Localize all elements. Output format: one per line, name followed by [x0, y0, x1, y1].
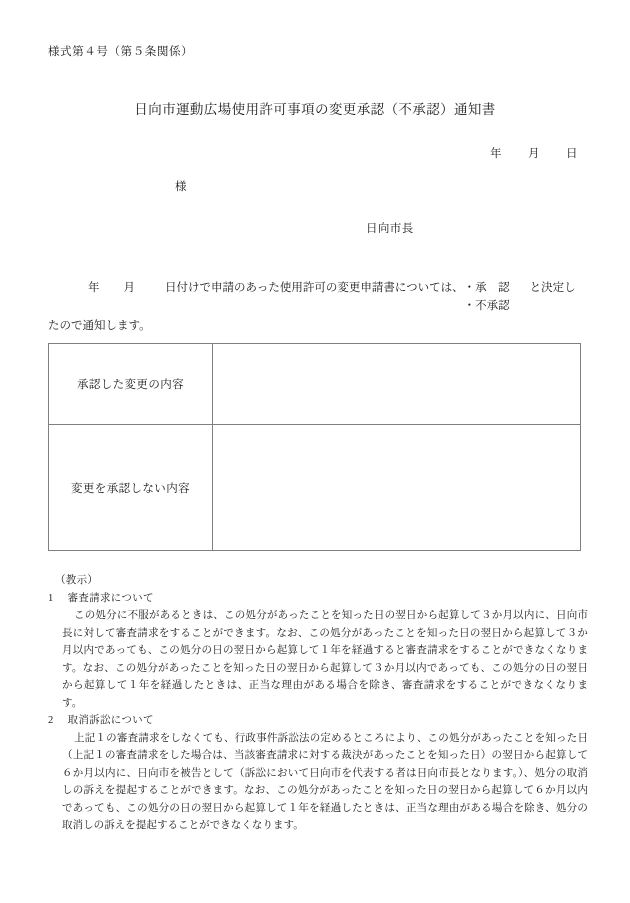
- instruction-item-1-number: 1: [48, 592, 54, 604]
- instruction-item-1: [48, 590, 588, 713]
- row-value-denied-changes[interactable]: [213, 425, 581, 551]
- instruction-item-2-number: 2: [48, 715, 54, 726]
- table-row: [49, 344, 581, 425]
- instruction-item-2-text: 上記１の審査請求をしなくても、行政事件訴訟法の定めるところにより、この処分があったことを知った日（上記１の審査請求をした場合は、当該審査請求に対する裁決があったことを知った日）の翌日から起算して６か月以内に、日向市を被告として（訴訟において日向市を代表する者は日向市長となります。）、処分の取消しの訴えを提起することができます。なお、この処分があったことを知った日の翌日から起算して６か月以内であっても、この処分の日の翌日から起算して１年を経過したときは、正当な理由がある場合を除き、処分の取消しの訴えを提起することができなくなります。: [62, 732, 588, 831]
- page-title: 日向市運動広場使用許可事項の変更承認（不承認）通知書: [134, 102, 496, 117]
- instruction-item-1-title: [48, 590, 588, 608]
- form-number: 様式第４号（第５条関係）: [48, 46, 194, 58]
- instruction-item-2: [48, 712, 588, 835]
- row-label-approved-changes: 承認した変更の内容: [49, 344, 213, 425]
- choice-bullet-deny: ・: [463, 300, 476, 312]
- date-year-label: 年: [490, 148, 502, 160]
- instruction-item-2-title: [48, 712, 588, 730]
- addressee-honorific: 様: [175, 181, 187, 193]
- instruction-item-1-text: この処分に不服があるときは、この処分があったことを知った日の翌日から起算して３か月以内に、日向市長に対して審査請求をすることができます。なお、この処分があったことを知った日の翌日から起算して３か月以内であっても、この処分の日の翌日から起算して１年を経過すると審査請求をすることができなくなります。なお、この処分があったことを知った日の翌日から起算して３か月以内であっても、この処分の日の翌日から起算して１年を経過したときは、正当な理由がある場合を除き、審査請求をすることができなくなります。: [62, 610, 588, 709]
- date-month-label: 月: [528, 148, 540, 160]
- choice-option-approve[interactable]: [464, 278, 510, 298]
- choice-label-approve: 承 認: [475, 282, 510, 294]
- instructions-section: [48, 572, 588, 835]
- issuer-name: 日向市長: [366, 223, 414, 235]
- instruction-item-1-label: 審査請求について: [67, 592, 154, 604]
- body-sentence-part2: と決定し: [529, 282, 576, 294]
- change-content-table: [48, 343, 581, 551]
- choice-label-deny: 不承認: [475, 300, 510, 312]
- date-day-label: 日: [566, 148, 578, 160]
- row-value-approved-changes[interactable]: [213, 344, 581, 425]
- table-row: [49, 425, 581, 551]
- body-sentence-part1: 日付けで申請のあった使用許可の変更申請書については、: [165, 282, 464, 294]
- choice-bullet-approve: ・: [463, 282, 476, 294]
- instruction-item-2-label: 取消訴訟について: [67, 715, 154, 726]
- row-label-denied-changes: 変更を承認しない内容: [49, 425, 213, 551]
- choice-option-deny[interactable]: [464, 296, 510, 316]
- body-sentence-part3: たので通知します。: [48, 320, 151, 332]
- instructions-heading: （教示）: [55, 575, 99, 586]
- body-year-label: 年: [88, 282, 100, 294]
- issue-date-line: [490, 145, 578, 161]
- body-month-label: 月: [123, 282, 135, 294]
- notification-body: [48, 278, 588, 336]
